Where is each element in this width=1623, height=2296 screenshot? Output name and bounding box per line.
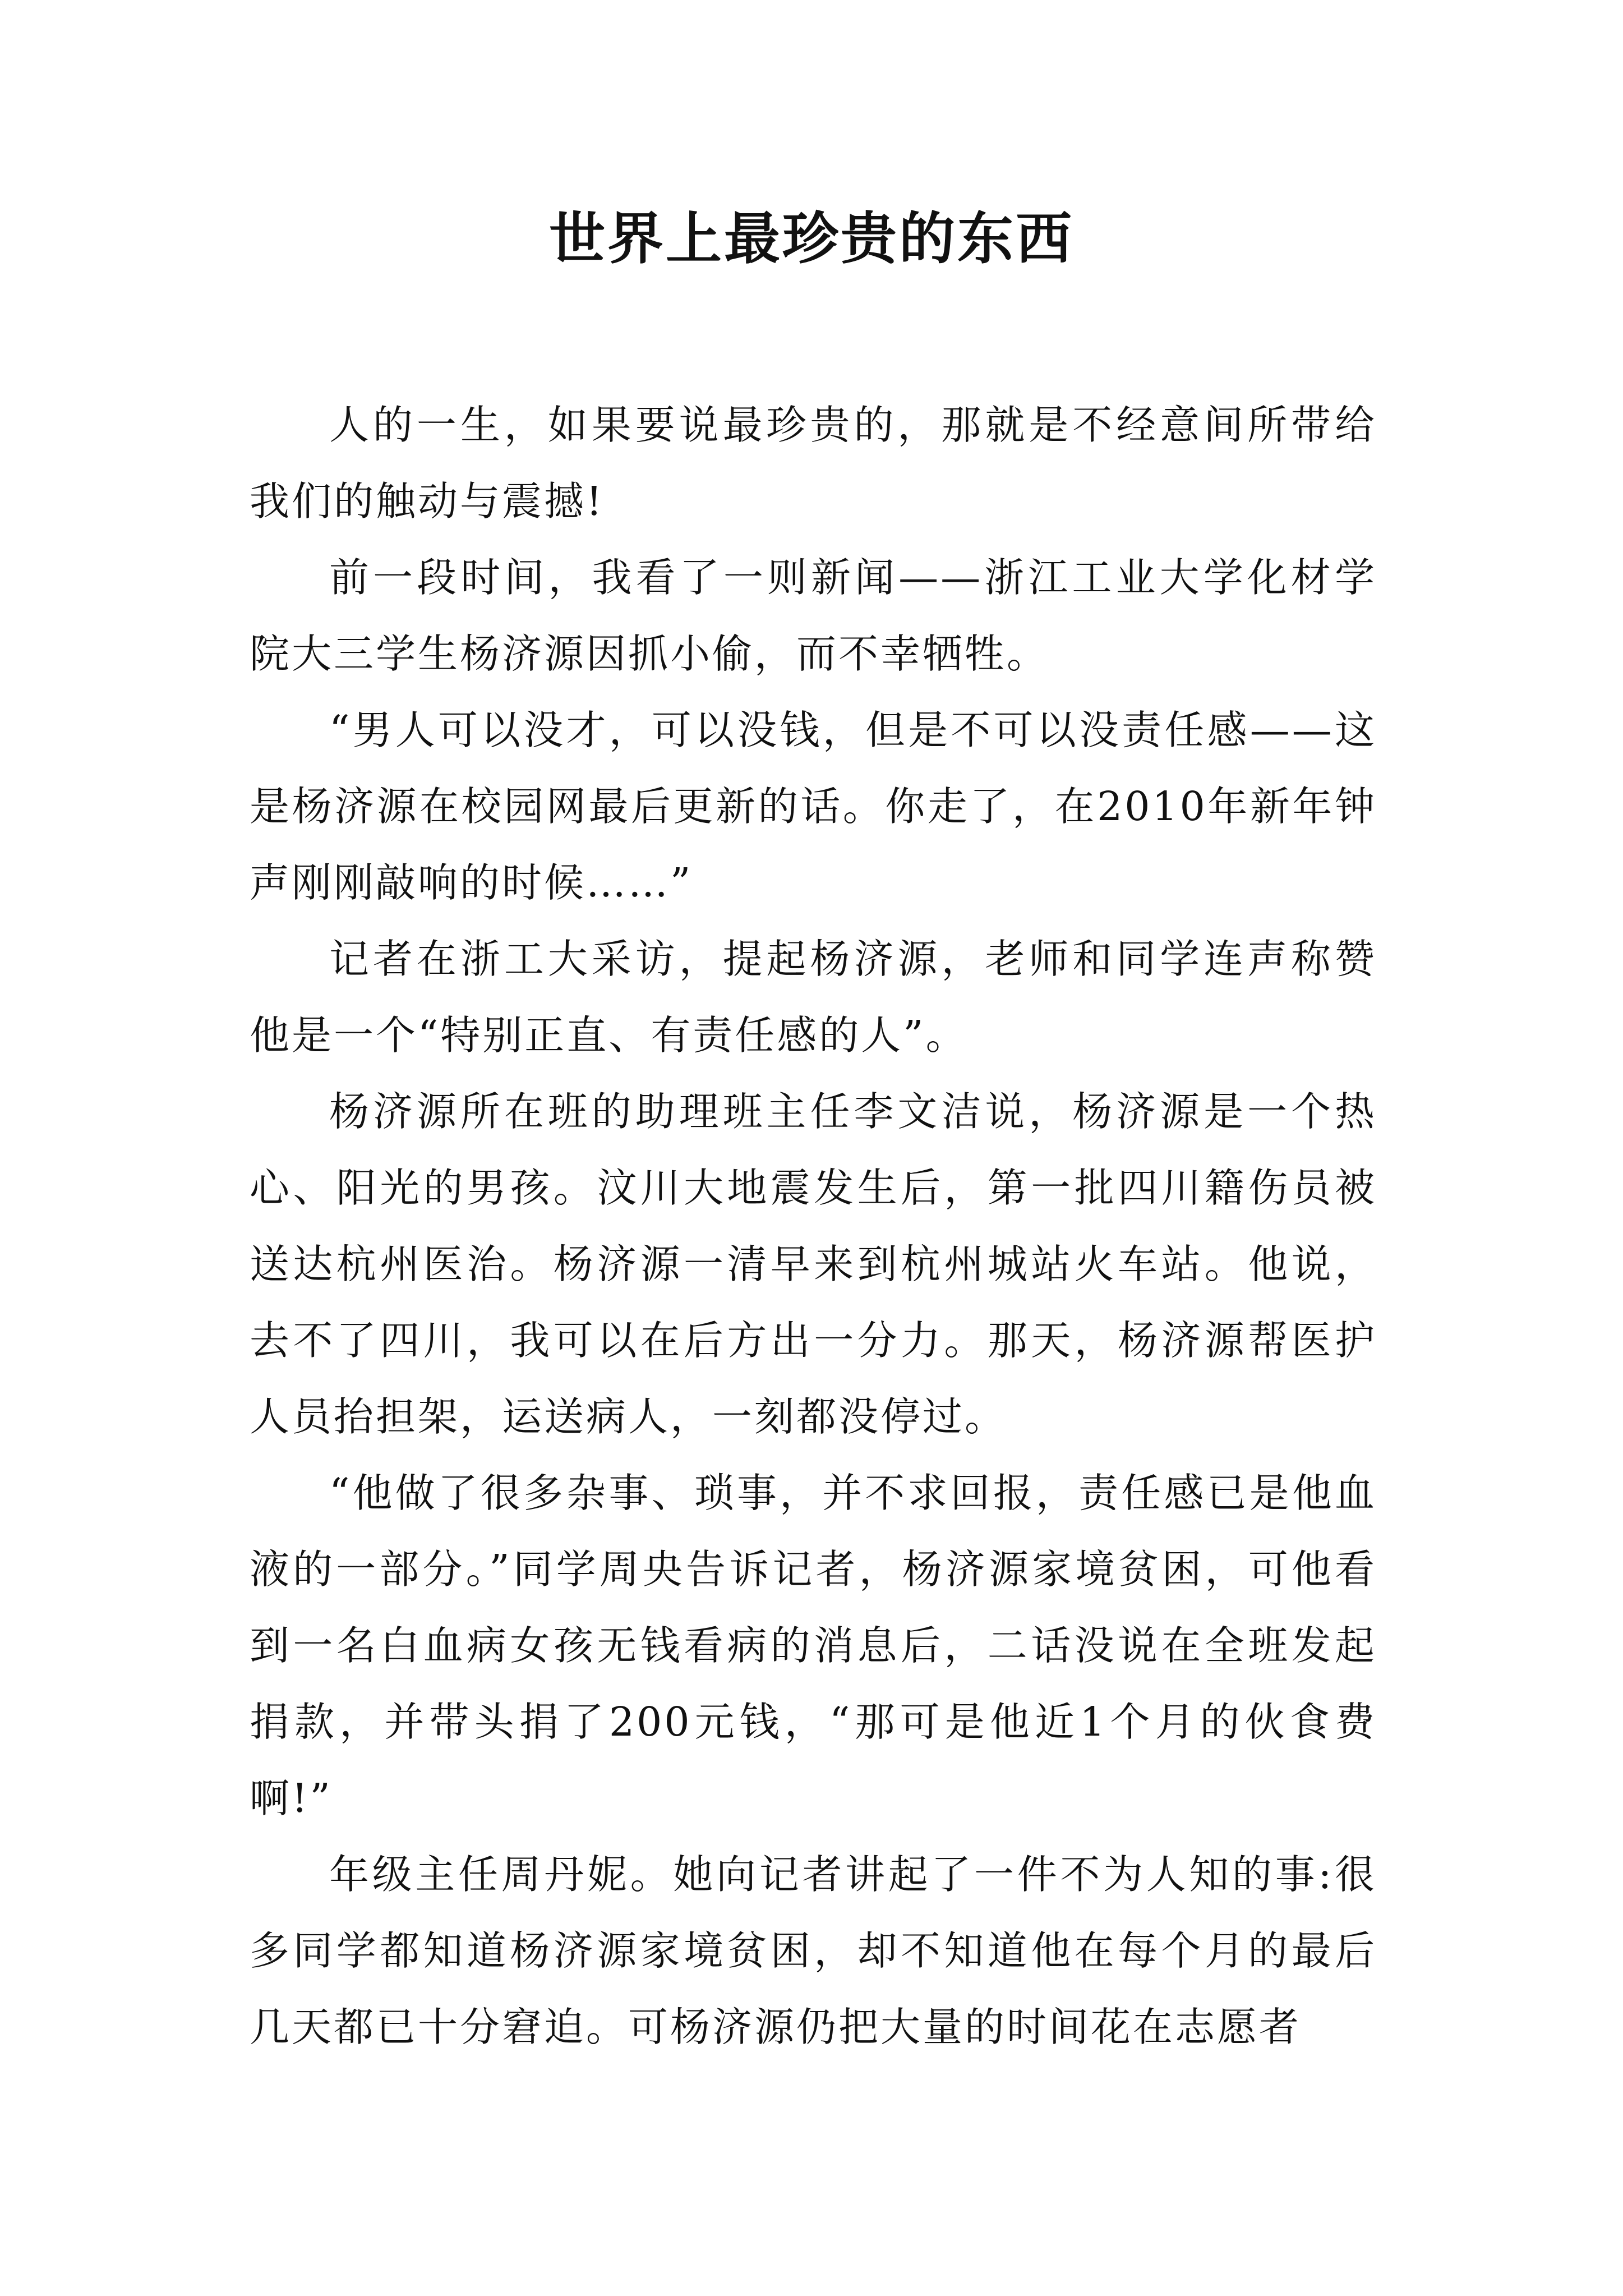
paragraph: 年级主任周丹妮。她向记者讲起了一件不为人知的事:很多同学都知道杨济源家境贫困，却不知道他在每个月的最后几天都已十分窘迫。可杨济源仍把大量的时间花在志愿者 xyxy=(250,1851,1377,2050)
paragraph: 前一段时间，我看了一则新闻——浙江工业大学化材学院大三学生杨济源因抓小偷，而不幸牺牲。 xyxy=(250,554,1377,677)
document-body xyxy=(250,387,1377,2065)
document-title: 世界上最珍贵的东西 xyxy=(549,205,1074,272)
paragraph: 记者在浙工大采访，提起杨济源，老师和同学连声称赞他是一个“特别正直、有责任感的人”。 xyxy=(250,936,1377,1059)
paragraph: 杨济源所在班的助理班主任李文洁说，杨济源是一个热心、阳光的男孩。汶川大地震发生后，第一批四川籍伤员被送达杭州医治。杨济源一清早来到杭州城站火车站。他说，去不了四川，我可以在后方出一分力。那天，杨济源帮医护人员抬担架，运送病人，一刻都没停过。 xyxy=(250,1088,1377,1440)
paragraph: 人的一生，如果要说最珍贵的，那就是不经意间所带给我们的触动与震撼! xyxy=(250,402,1377,524)
paragraph: “男人可以没才，可以没钱，但是不可以没责任感——这是杨济源在校园网最后更新的话。你走了，在2010年新年钟声刚刚敲响的时候……” xyxy=(250,707,1377,906)
paragraph: “他做了很多杂事、琐事，并不求回报，责任感已是他血液的一部分。”同学周央告诉记者，杨济源家境贫困，可他看到一名白血病女孩无钱看病的消息后，二话没说在全班发起捐款，并带头捐了200元钱，“那可是他近1个月的伙食费啊!” xyxy=(250,1470,1377,1821)
